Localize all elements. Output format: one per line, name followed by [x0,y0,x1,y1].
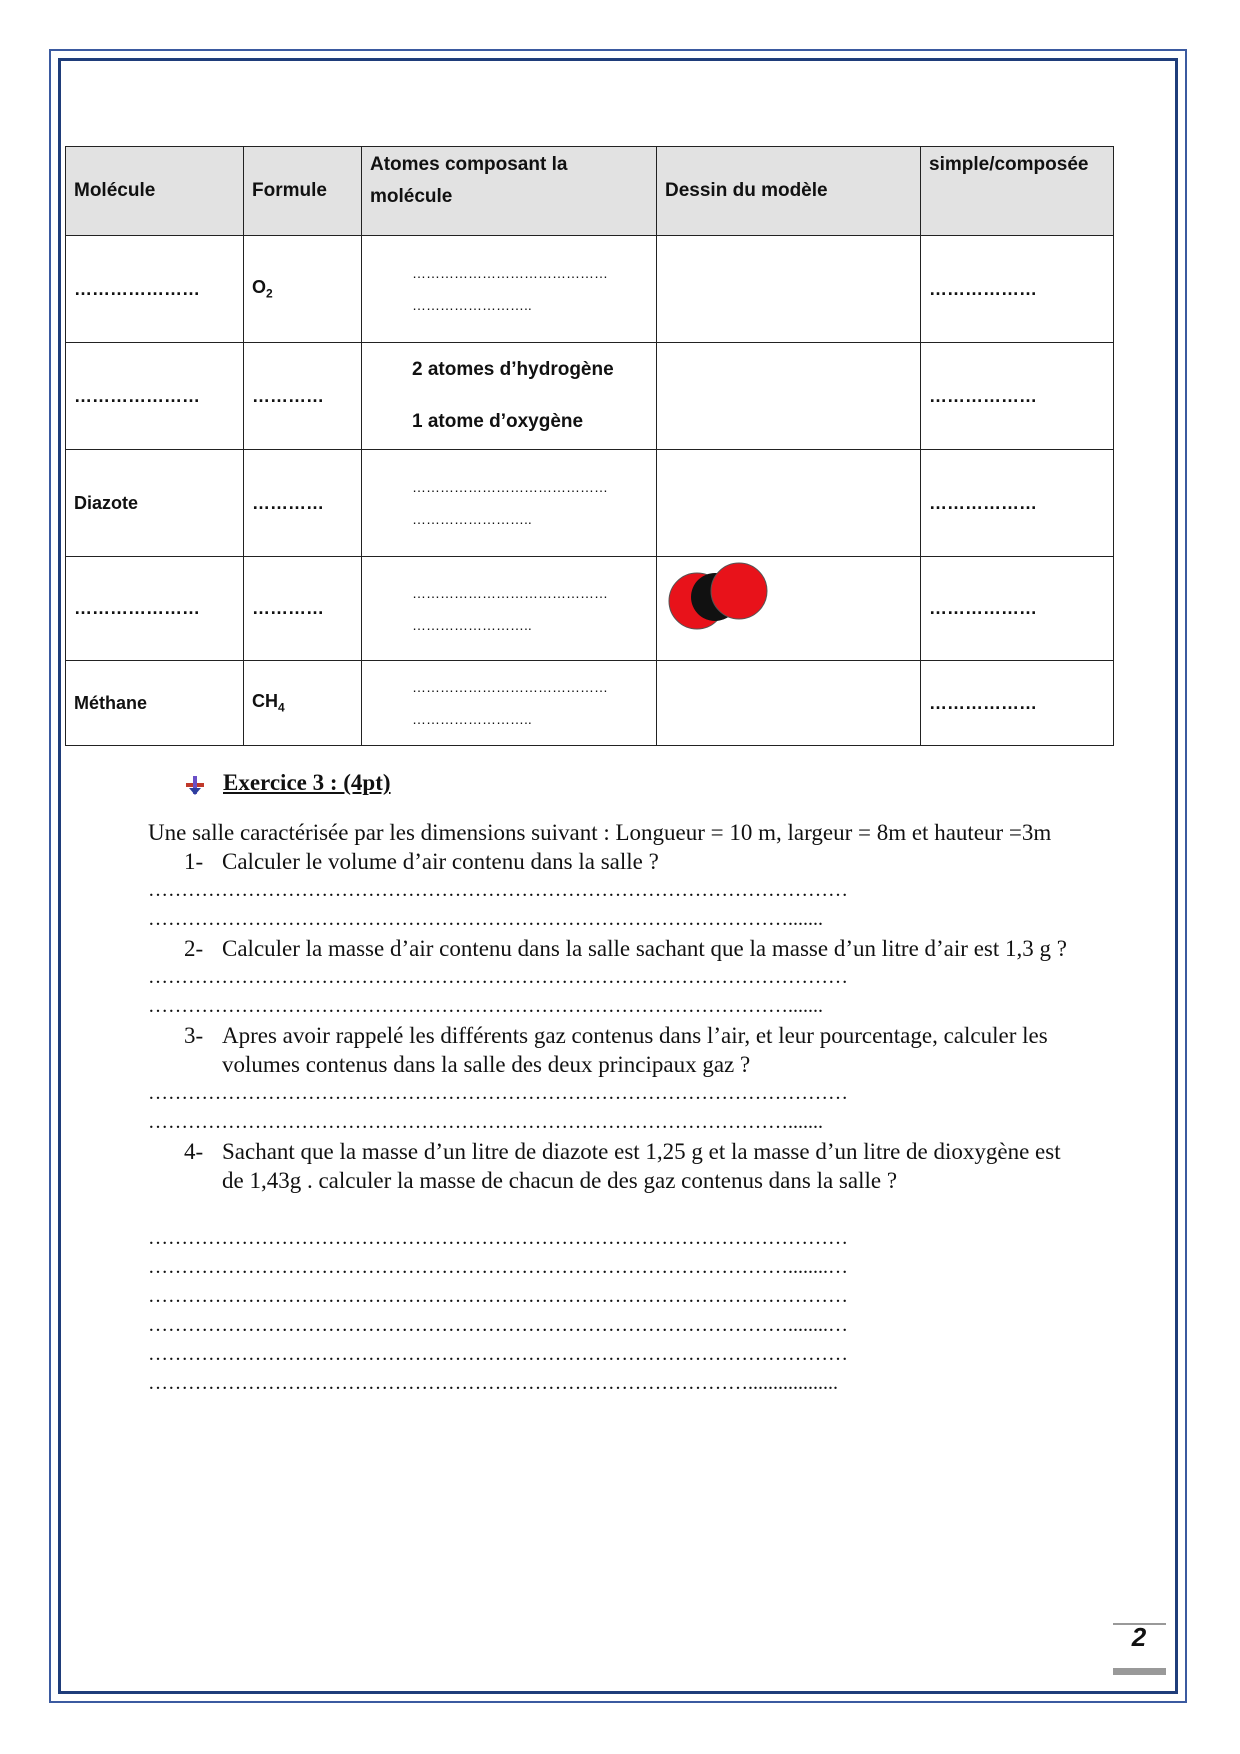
answer-line[interactable]: ……………………………………………………………………………………....... [148,1111,823,1133]
table-row [66,343,1114,450]
formula-subscript: 4 [278,700,285,715]
cell-type: ……………… [921,450,1114,557]
atoms-line-2: …………………….. [412,616,532,633]
cell-molecule: ………………… [66,236,244,343]
header-formule: Formule [244,147,362,236]
cell-formule [244,661,362,746]
question-item [148,1021,1088,1079]
cell-molecule: Diazote [66,450,244,557]
answer-line[interactable]: …………………………………………………………………………………………… [148,879,848,901]
table-header-row [66,147,1114,236]
formula-text: CH [252,691,278,712]
table-row [66,661,1114,746]
cell-type: ……………… [921,343,1114,450]
question-text: Sachant que la masse d’un litre de diazote est 1,25 g et la masse d’un litre de dioxygène est de 1,43g . calculer la masse de chacun de des gaz contenus dans la salle ? [222,1139,1061,1193]
cell-atoms [362,450,657,557]
cell-formule [244,236,362,343]
header-dessin: Dessin du modèle [657,147,921,236]
question-number: 4- [184,1139,204,1164]
atoms-line-2: …………………….. [412,711,532,727]
answer-line[interactable]: …………………………………………………………………………………………… [148,966,848,988]
question-item [148,1137,1088,1195]
cell-drawing [657,557,921,661]
cell-molecule: Méthane [66,661,244,746]
header-molecule: Molécule [66,147,244,236]
answer-line[interactable]: …………………………………………………………………………………………… [148,1082,848,1104]
formula-subscript: 2 [266,286,273,301]
cell-atoms [362,236,657,343]
atoms-line-2: 1 atome d’oxygène [412,411,584,432]
question-item [148,934,1088,963]
cell-formule: ………… [244,343,362,450]
question-number: 2- [184,936,204,961]
answer-line[interactable]: ……………………………………………………………………………….................. [148,1372,838,1394]
answer-line[interactable]: …………………………………………………………………………………………… [148,1343,848,1365]
cell-atoms [362,343,657,450]
atoms-line-1: …………………………………… [412,584,608,601]
header-type: simple/composée [921,147,1114,236]
cell-drawing [657,661,921,746]
formula-text: O [252,277,267,298]
cell-formule: ………… [244,557,362,661]
cell-molecule: ………………… [66,343,244,450]
cell-atoms [362,661,657,746]
answer-line[interactable]: ……………………………………………………………………………………....... [148,908,823,930]
cell-formule: ………… [244,450,362,557]
atoms-line-2: …………………….. [412,511,532,527]
exercise-intro: Une salle caractérisée par les dimensions suivant : Longueur = 10 m, largeur = 8m et hauteur =3m [148,820,1052,845]
table-row [66,557,1114,661]
exercise-body [148,818,1088,1398]
answer-line[interactable]: ……………………………………………………………………………………....... [148,995,823,1017]
cell-type: ……………… [921,557,1114,661]
exercise-title [184,770,391,796]
cell-drawing [657,343,921,450]
atoms-line-1: …………………………………… [412,679,608,695]
question-item [148,847,1088,876]
answer-line[interactable]: …………………………………………………………………………………………… [148,1227,848,1249]
arrow-bullet-icon [184,774,206,796]
oxygen-atom-right [711,563,767,619]
atoms-line-2: …………………….. [412,297,532,313]
header-atomes: Atomes composant la molécule [362,147,657,236]
answer-line[interactable]: …………………………………………………………………………………………… [148,1285,848,1307]
page-number-rule-bottom [1113,1668,1166,1675]
cell-drawing [657,236,921,343]
cell-drawing [657,450,921,557]
question-number: 3- [184,1023,204,1048]
question-text: Calculer le volume d’air contenu dans la salle ? [222,849,659,874]
atoms-line-1: 2 atomes d’hydrogène [412,359,614,380]
atoms-line-1: …………………………………… [412,479,608,495]
co2-model-drawing [667,559,777,639]
atoms-line-1: …………………………………… [412,265,608,281]
cell-atoms [362,557,657,661]
question-text: Apres avoir rappelé les différents gaz contenus dans l’air, et leur pourcentage, calculer les volumes contenus dans la salle des deux principaux gaz ? [222,1023,1048,1077]
molecule-table [65,146,1114,746]
answer-line[interactable]: ……………………………………………………………………………………........… [148,1256,848,1278]
question-text: Calculer la masse d’air contenu dans la salle sachant que la masse d’un litre d’air est 1,3 g ? [222,936,1067,961]
table-row [66,236,1114,343]
cell-molecule: ………………… [66,557,244,661]
spacer [148,1195,1088,1224]
page-number: 2 [1131,1622,1147,1652]
table-row [66,450,1114,557]
question-number: 1- [184,849,204,874]
answer-line[interactable]: ……………………………………………………………………………………........… [148,1314,848,1336]
exercise-title-text: Exercice 3 : (4pt) [223,770,391,795]
cell-type: ……………… [921,236,1114,343]
cell-type: ……………… [921,661,1114,746]
